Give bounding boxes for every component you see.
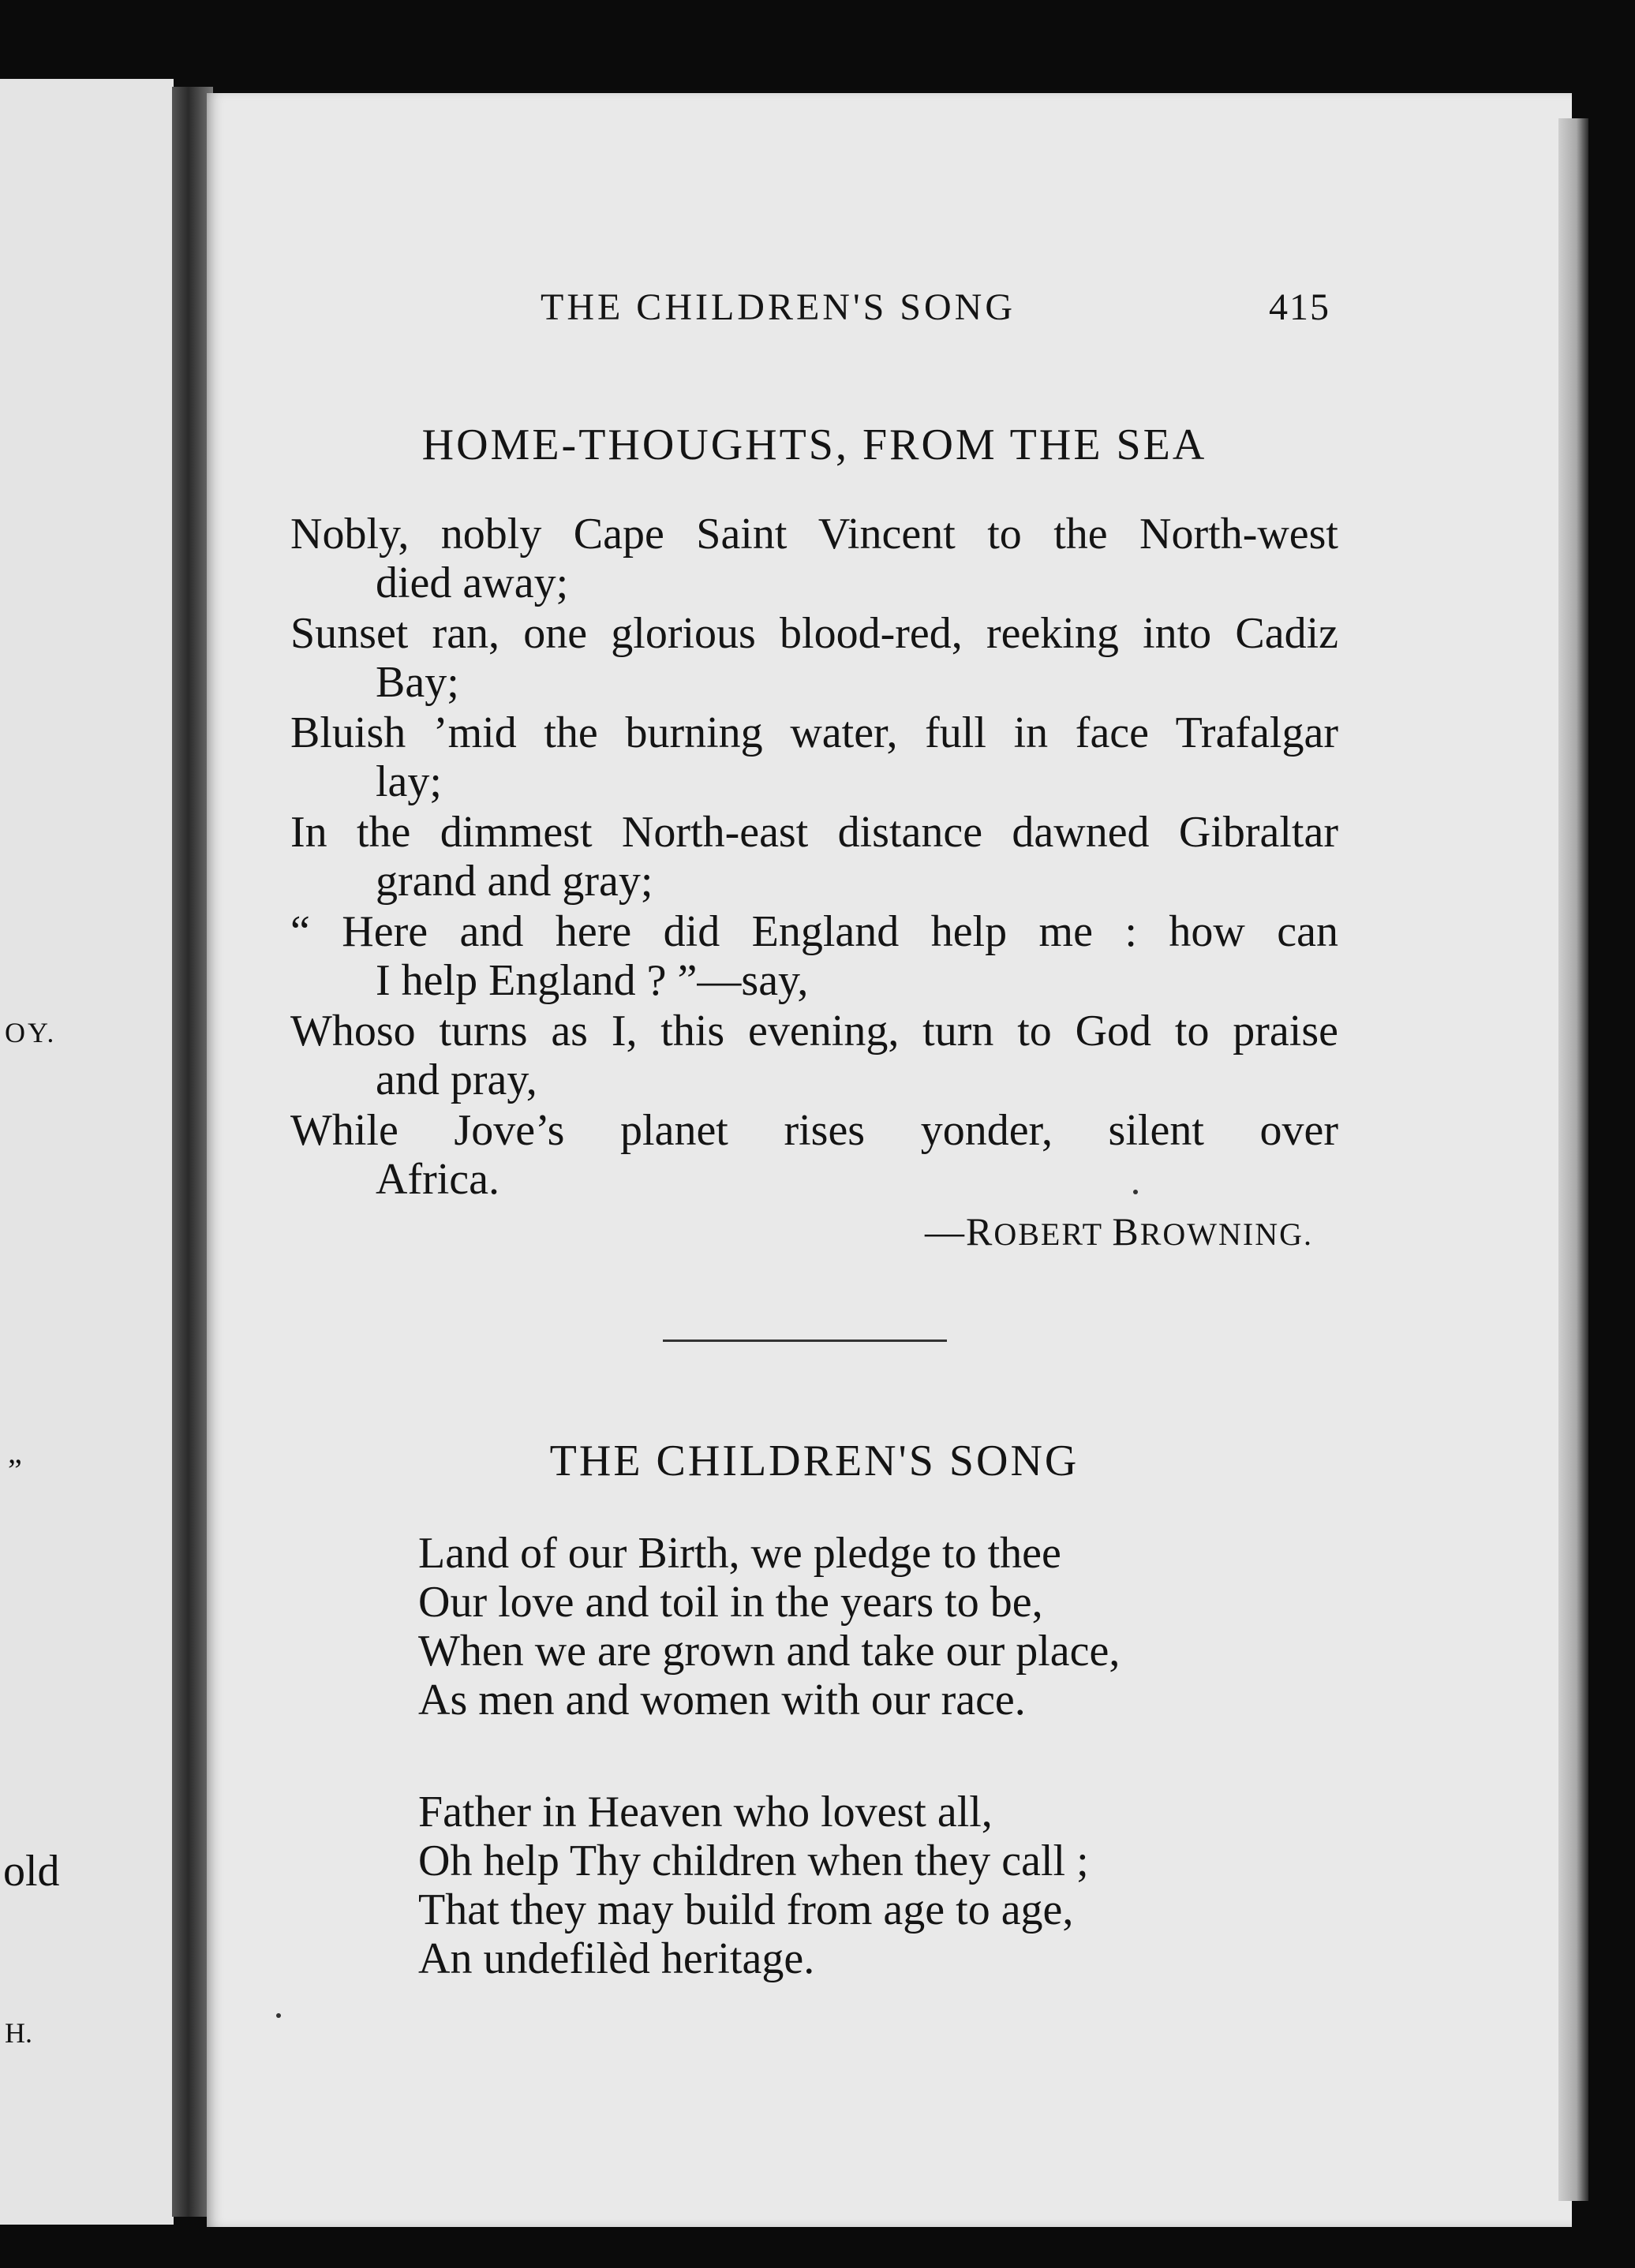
verse-line: In the dimmest North-east distance dawned Gibraltar — [290, 808, 1338, 857]
verse — [290, 1007, 1338, 1104]
verse — [290, 808, 1338, 906]
verse-line: Our love and toil in the years to be, — [418, 1578, 1043, 1627]
verse — [290, 708, 1338, 806]
print-speck — [1133, 1190, 1138, 1194]
verse-continuation: lay; — [376, 757, 442, 806]
verse-continuation: Africa. — [376, 1155, 500, 1204]
verse-continuation: grand and gray; — [376, 857, 653, 906]
stanza — [418, 1529, 1286, 1724]
verse-line: Oh help Thy children when they call ; — [418, 1836, 1089, 1885]
page-edge — [1558, 118, 1588, 2201]
verse-line: Bluish ’mid the burning water, full in face Trafalgar — [290, 708, 1338, 757]
verse — [290, 609, 1338, 707]
author-initial: B — [1112, 1209, 1140, 1254]
verse-line: While Jove’s planet rises yonder, silent over — [290, 1106, 1338, 1155]
verse-continuation: I help England ? ”—say, — [376, 956, 809, 1005]
verse-line: “ Here and here did England help me : how can — [290, 907, 1338, 956]
author-initial: R — [966, 1209, 994, 1254]
attribution-dash: — — [925, 1209, 966, 1254]
verse-line: That they may build from age to age, — [418, 1885, 1074, 1934]
page-number: 415 — [1269, 286, 1330, 328]
verse-continuation: Bay; — [376, 658, 459, 707]
verse — [290, 1106, 1338, 1204]
poem-title: THE CHILDREN'S SONG — [549, 1437, 1079, 1485]
verse-line: Whoso turns as I, this evening, turn to God to praise — [290, 1007, 1338, 1056]
poem-title: HOME-THOUGHTS, FROM THE SEA — [421, 420, 1207, 469]
author-name-smallcaps: ROWNING. — [1139, 1216, 1314, 1252]
print-speck — [276, 2013, 281, 2018]
poem-body — [290, 510, 1338, 1205]
left-page-fragment: OY. — [5, 1017, 57, 1048]
verse-line: Sunset ran, one glorious blood-red, reeking into Cadiz — [290, 609, 1338, 658]
verse-line: Nobly, nobly Cape Saint Vincent to the North-west — [290, 510, 1338, 559]
left-facing-page — [0, 79, 174, 2225]
author-name-smallcaps: OBERT — [993, 1216, 1103, 1252]
running-head: THE CHILDREN'S SONG — [541, 286, 1016, 328]
verse — [290, 510, 1338, 607]
section-divider — [663, 1340, 947, 1342]
verse-line: When we are grown and take our place, — [418, 1627, 1121, 1676]
left-page-fragment: old — [3, 1847, 60, 1896]
verse — [290, 907, 1338, 1005]
verse-continuation: and pray, — [376, 1056, 537, 1104]
verse-line: Land of our Birth, we pledge to thee — [418, 1529, 1061, 1578]
verse-continuation: died away; — [376, 559, 569, 607]
attribution — [925, 1209, 1313, 1254]
verse-line: An undefilèd heritage. — [418, 1934, 815, 1983]
left-page-fragment: H. — [5, 2017, 32, 2049]
verse-line: Father in Heaven who lovest all, — [418, 1788, 993, 1836]
stanza — [418, 1788, 1286, 1983]
verse-line: As men and women with our race. — [418, 1676, 1026, 1724]
left-page-fragment: ” — [8, 1452, 22, 1488]
